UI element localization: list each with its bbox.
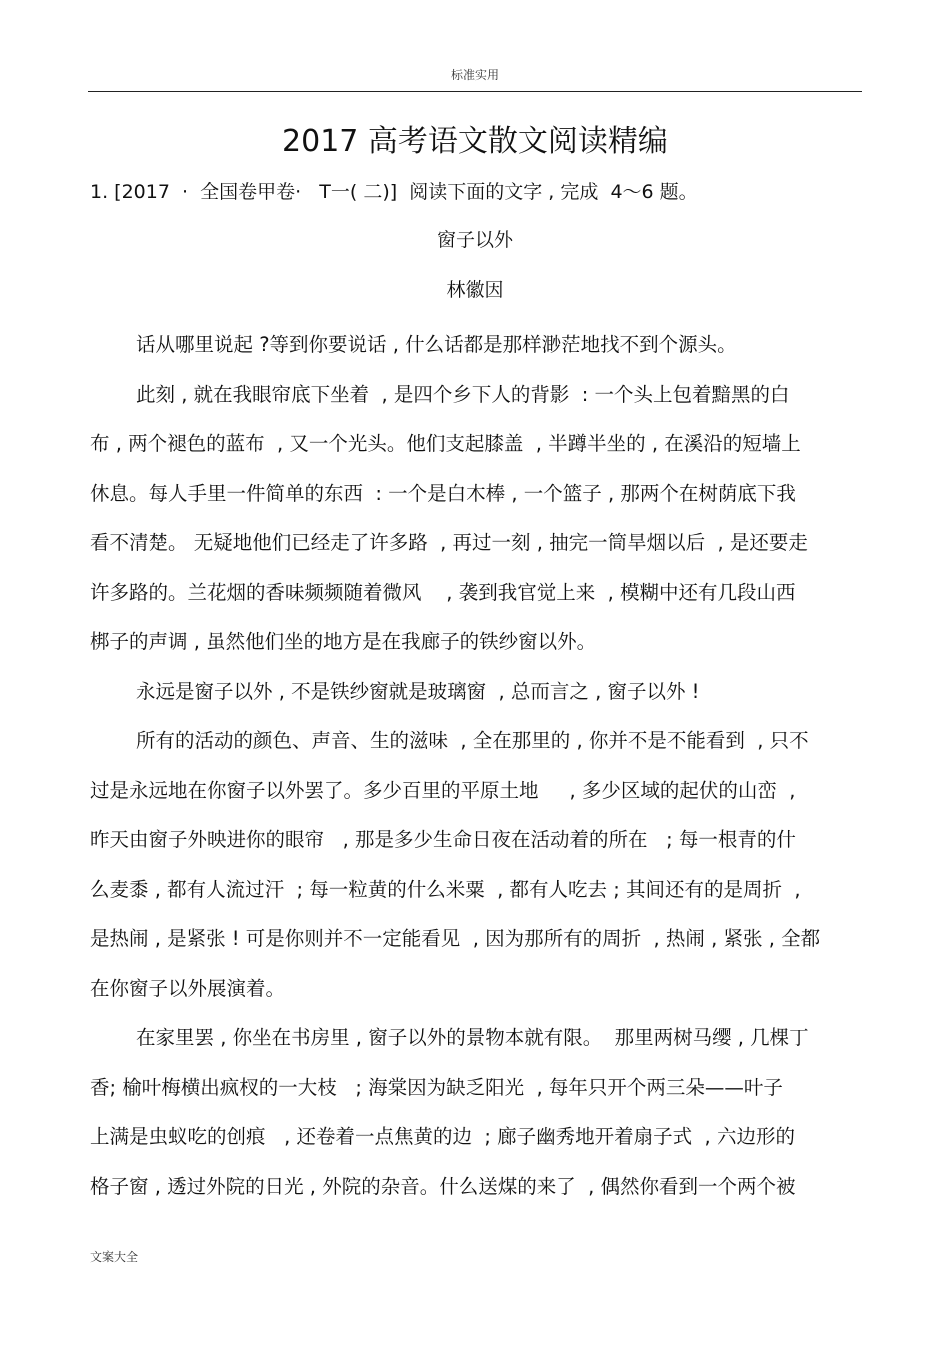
article-line: 永远是窗子以外 , 不是铁纱窗就是玻璃窗 , 总而言之 , 窗子以外 ! bbox=[136, 679, 700, 703]
article-line: 格子窗 , 透过外院的日光 , 外院的杂音。什么送煤的来了 , 偶然你看到一个两个被 bbox=[90, 1174, 796, 1198]
article-line: 布 , 两个褪色的蓝布 , 又一个光头。他们支起膝盖 , 半蹲半坐的 , 在溪沿的短墙上 bbox=[90, 432, 801, 455]
page-footer: 文案大全 bbox=[90, 1250, 139, 1264]
question-prompt: 1. [2017 · 全国卷甲卷· T一( 二)] 阅读下面的文字 , 完成 4～6 题。 bbox=[90, 181, 698, 203]
article-line: 在你窗子以外展演着。 bbox=[90, 976, 286, 1000]
article-line: 香; 榆叶梅横出疯杈的一大枝 ; 海棠因为缺乏阳光 , 每年只开个两三朵——叶子 bbox=[90, 1075, 783, 1099]
article-line: 所有的活动的颜色、声音、生的滋味 , 全在那里的 , 你并不是不能看到 , 只不 bbox=[136, 729, 809, 752]
article-line: 看不清楚。 无疑地他们已经走了许多路 , 再过一刻 , 抽完一筒旱烟以后 , 是还要走 bbox=[90, 531, 808, 554]
article-author: 林徽因 bbox=[446, 279, 504, 301]
document-title: 2017 高考语文散文阅读精编 bbox=[282, 124, 668, 159]
article-line: 此刻 , 就在我眼帘底下坐着 , 是四个乡下人的背影 : 一个头上包着黯黑的白 bbox=[136, 382, 790, 406]
article-line: 梆子的声调 , 虽然他们坐的地方是在我廊子的铁纱窗以外。 bbox=[90, 630, 597, 653]
article-line: 上满是虫蚁吃的创痕 , 还卷着一点焦黄的边 ; 廊子幽秀地开着扇子式 , 六边形的 bbox=[90, 1125, 795, 1148]
article-line: 许多路的。兰花烟的香味频频随着微风 , 袭到我官觉上来 , 模糊中还有几段山西 bbox=[90, 580, 796, 604]
article-title: 窗子以外 bbox=[436, 229, 513, 251]
header-divider bbox=[88, 91, 862, 92]
page-header: 标准实用 bbox=[450, 68, 499, 82]
article-body bbox=[90, 320, 870, 1211]
article-line: 昨天由窗子外映进你的眼帘 , 那是多少生命日夜在活动着的所在 ; 每一根青的什 bbox=[90, 828, 796, 851]
article-line: 休息。每人手里一件简单的东西 : 一个是白木棒 , 一个篮子 , 那两个在树荫底下我 bbox=[90, 481, 796, 505]
article-line: 么麦黍 , 都有人流过汗 ; 每一粒黄的什么米粟 , 都有人吃去 ; 其间还有的是周折 , bbox=[90, 877, 801, 901]
article-line: 是热闹 , 是紧张 ! 可是你则并不一定能看见 , 因为那所有的周折 , 热闹 , 紧张 , 全都 bbox=[90, 927, 821, 950]
article-line: 过是永远地在你窗子以外罢了。多少百里的平原土地 , 多少区域的起伏的山峦 , bbox=[90, 778, 796, 802]
article-line: 在家里罢 , 你坐在书房里 , 窗子以外的景物本就有限。 那里两树马缨 , 几棵丁 bbox=[136, 1026, 809, 1049]
article-line: 话从哪里说起 ?等到你要说话 , 什么话都是那样渺茫地找不到个源头。 bbox=[136, 333, 737, 356]
